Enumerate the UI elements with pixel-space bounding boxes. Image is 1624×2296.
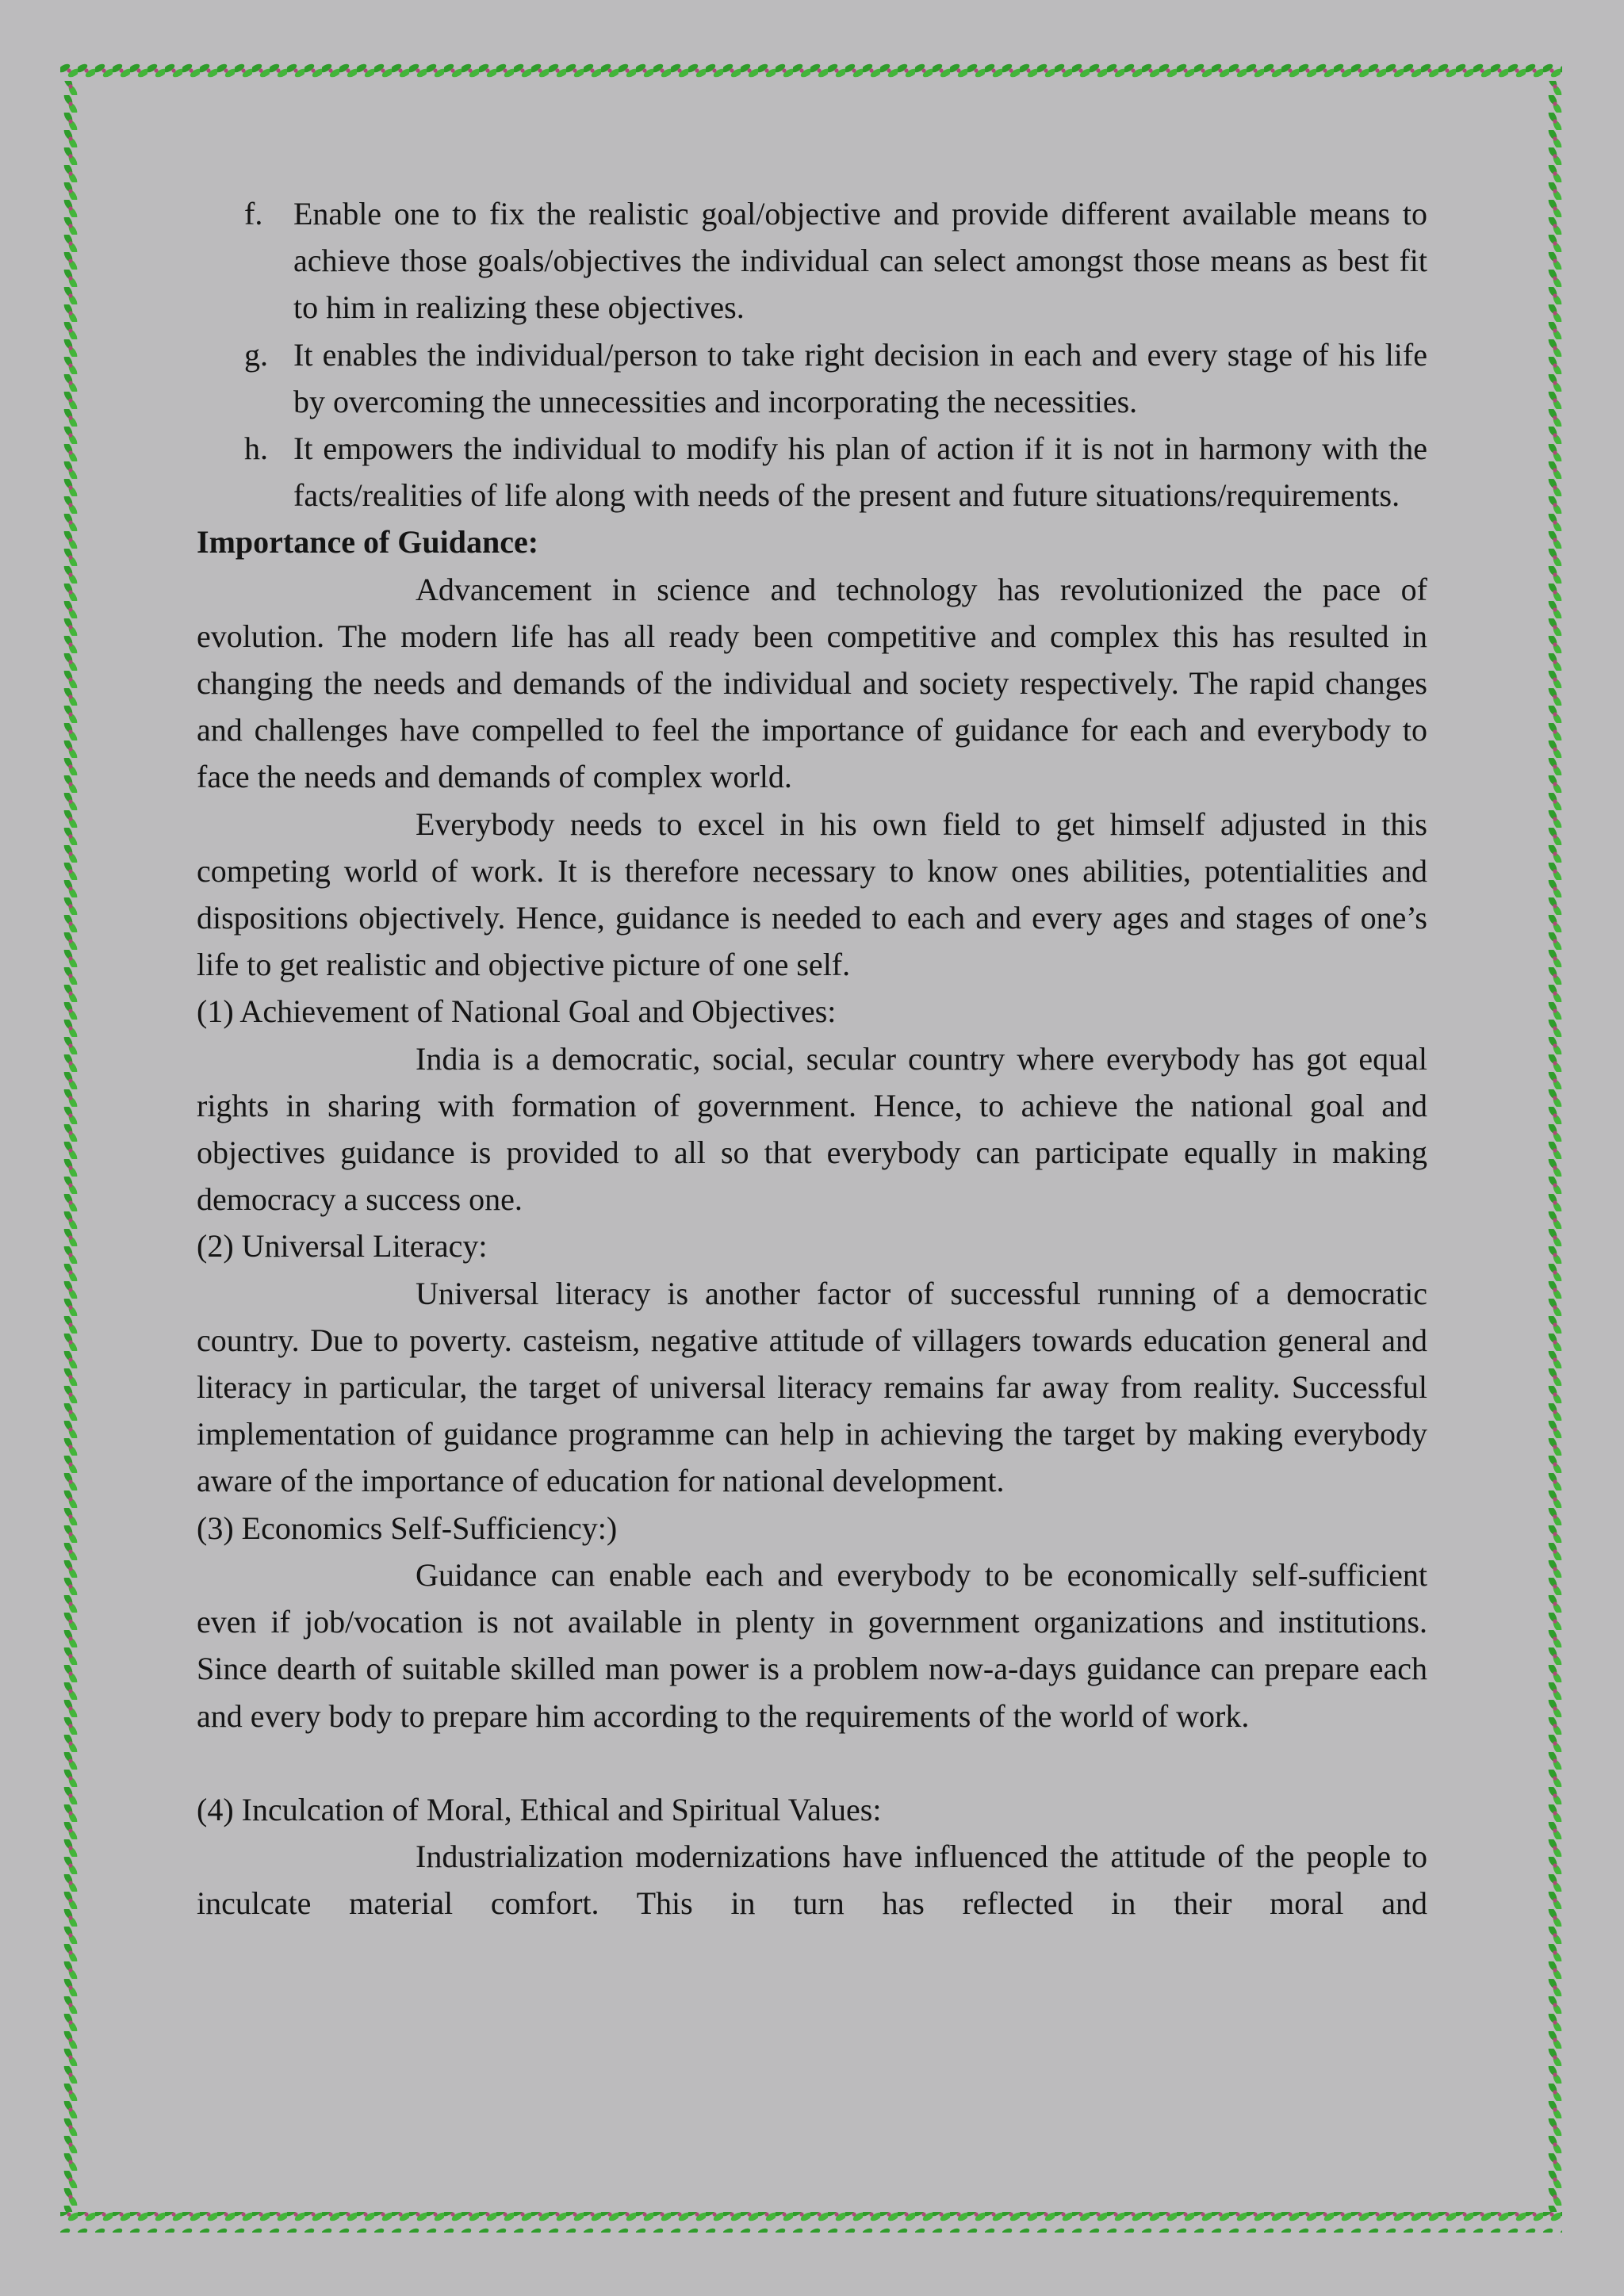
section-text-moral-values: Industrialization modernizations have influenced the attitude of the people to inculcate material comfort. This in turn has reflected in their moral and (197, 1839, 1427, 1922)
list-marker: g. (244, 336, 268, 373)
list-marker: h. (244, 430, 268, 467)
list-item (244, 331, 1427, 425)
blank-line (197, 1739, 1427, 1786)
section-heading-universal-literacy: (2) Universal Literacy: (197, 1228, 488, 1265)
list-item (244, 425, 1427, 519)
list-item-text: Enable one to fix the realistic goal/objective and provide different available means to achieve those goals/objectives the individual can select amongst those means as best fit to him in realizing these objectives. (293, 196, 1427, 326)
section-heading-moral-values: (4) Inculcation of Moral, Ethical and Spiritual Values: (197, 1791, 882, 1827)
importance-paragraph-2: Everybody needs to excel in his own field to get himself adjusted in this competing world of work. It is therefore necessary to know ones abilities, potentialities and dispositions objectively. Hence, guidance is needed to each and every ages and stages of one’s life to get realistic and objective picture of one self. (197, 806, 1427, 983)
section-text-universal-literacy: Universal literacy is another factor of successful running of a democratic country. Due to poverty. casteism, negative attitude of villagers towards education general and literacy in particular, the target of universal literacy remains far away from reality. Successful implementation of guidance programme can help in achieving the target by making everybody aware of the importance of education for national development. (197, 1275, 1427, 1499)
list-marker: f. (244, 196, 263, 232)
document-body (197, 190, 1427, 1927)
list-item-text: It empowers the individual to modify his plan of action if it is not in harmony with the facts/realities of life along with needs of the present and future situations/requirements. (293, 430, 1427, 514)
section-text-economic-self-sufficiency: Guidance can enable each and everybody to be economically self-sufficient even if job/vocation is not available in plenty in government organizations and institutions. Since dearth of suitable skilled man power is a problem now-a-days guidance can prepare each and every body to prepare him according to the requirements of the world of work. (197, 1556, 1427, 1734)
importance-heading: Importance of Guidance: (197, 524, 539, 561)
section-text-national-goal: India is a democratic, social, secular country where everybody has got equal rights in sharing with formation of government. Hence, to achieve the national goal and objectives guidance is provided to all so that everybody can participate equally in making democracy a success one. (197, 1040, 1427, 1218)
section-heading-economic-self-sufficiency: (3) Economics Self-Sufficiency:) (197, 1510, 618, 1546)
section-heading-national-goal: (1) Achievement of National Goal and Objectives: (197, 993, 837, 1030)
importance-paragraph-1: Advancement in science and technology has revolutionized the pace of evolution. The modern life has all ready been competitive and complex this has resulted in changing the needs and demands of the individual and society respectively. The rapid changes and challenges have compelled to feel the importance of guidance for each and everybody to face the needs and demands of complex world. (197, 571, 1427, 795)
list-item-text: It enables the individual/person to take right decision in each and every stage of his life by overcoming the unnecessities and incorporating the necessities. (293, 336, 1427, 419)
list-item (244, 190, 1427, 331)
